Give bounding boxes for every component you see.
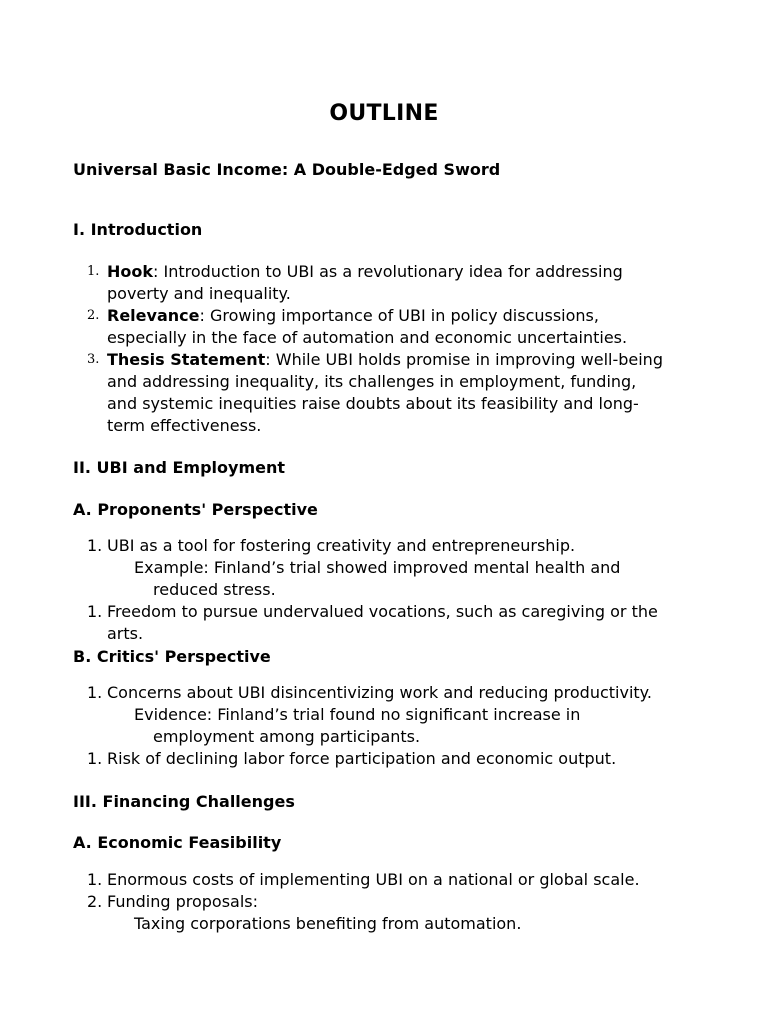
list-marker: 2. xyxy=(87,308,100,323)
page-title: OUTLINE xyxy=(329,101,439,126)
list-marker: 1. xyxy=(87,602,103,621)
list-item-line: and addressing inequality, its challenges in employment, funding, xyxy=(107,372,637,391)
list-item: Enormous costs of implementing UBI on a national or global scale. xyxy=(107,870,640,889)
subsection-heading-proponents: A. Proponents' Perspective xyxy=(73,500,318,519)
list-item-line: poverty and inequality. xyxy=(107,284,291,303)
list-item-thesis: Thesis Statement: While UBI holds promise in improving well-being xyxy=(107,350,663,369)
evidence-line: employment among participants. xyxy=(153,727,421,746)
list-marker: 1. xyxy=(87,683,103,702)
section-heading-employment: II. UBI and Employment xyxy=(73,458,285,477)
list-marker: 1. xyxy=(87,536,103,555)
term-relevance: Relevance xyxy=(107,306,200,325)
list-item: Freedom to pursue undervalued vocations, such as caregiving or the xyxy=(107,602,658,621)
section-heading-introduction: I. Introduction xyxy=(73,220,203,239)
list-item-line: and systemic inequities raise doubts about its feasibility and long- xyxy=(107,394,639,413)
list-item-line: term effectiveness. xyxy=(107,416,262,435)
term-hook: Hook xyxy=(107,262,154,281)
sub-item: Taxing corporations benefiting from automation. xyxy=(134,914,522,933)
example-line: Example: Finland’s trial showed improved mental health and xyxy=(134,558,621,577)
subsection-heading-feasibility: A. Economic Feasibility xyxy=(73,833,282,852)
list-item-line: especially in the face of automation and economic uncertainties. xyxy=(107,328,628,347)
list-marker: 2. xyxy=(87,892,103,911)
list-item: Concerns about UBI disincentivizing work and reducing productivity. xyxy=(107,683,652,702)
section-heading-financing: III. Financing Challenges xyxy=(73,792,295,811)
list-marker: 1. xyxy=(87,264,100,279)
list-marker: 1. xyxy=(87,870,103,889)
list-item-relevance: Relevance: Growing importance of UBI in policy discussions, xyxy=(107,306,599,325)
list-item-line: arts. xyxy=(107,624,144,643)
term-thesis: Thesis Statement xyxy=(107,350,266,369)
example-line: reduced stress. xyxy=(153,580,276,599)
list-marker: 3. xyxy=(87,352,100,367)
subsection-heading-critics: B. Critics' Perspective xyxy=(73,647,271,666)
list-item: Risk of declining labor force participation and economic output. xyxy=(107,749,617,768)
list-marker: 1. xyxy=(87,749,103,768)
list-item: Funding proposals: xyxy=(107,892,259,911)
list-item-hook: Hook: Introduction to UBI as a revolutionary idea for addressing xyxy=(107,262,623,281)
list-item: UBI as a tool for fostering creativity and entrepreneurship. xyxy=(107,536,576,555)
evidence-line: Evidence: Finland’s trial found no significant increase in xyxy=(134,705,581,724)
document-subtitle: Universal Basic Income: A Double-Edged Sword xyxy=(73,160,501,179)
